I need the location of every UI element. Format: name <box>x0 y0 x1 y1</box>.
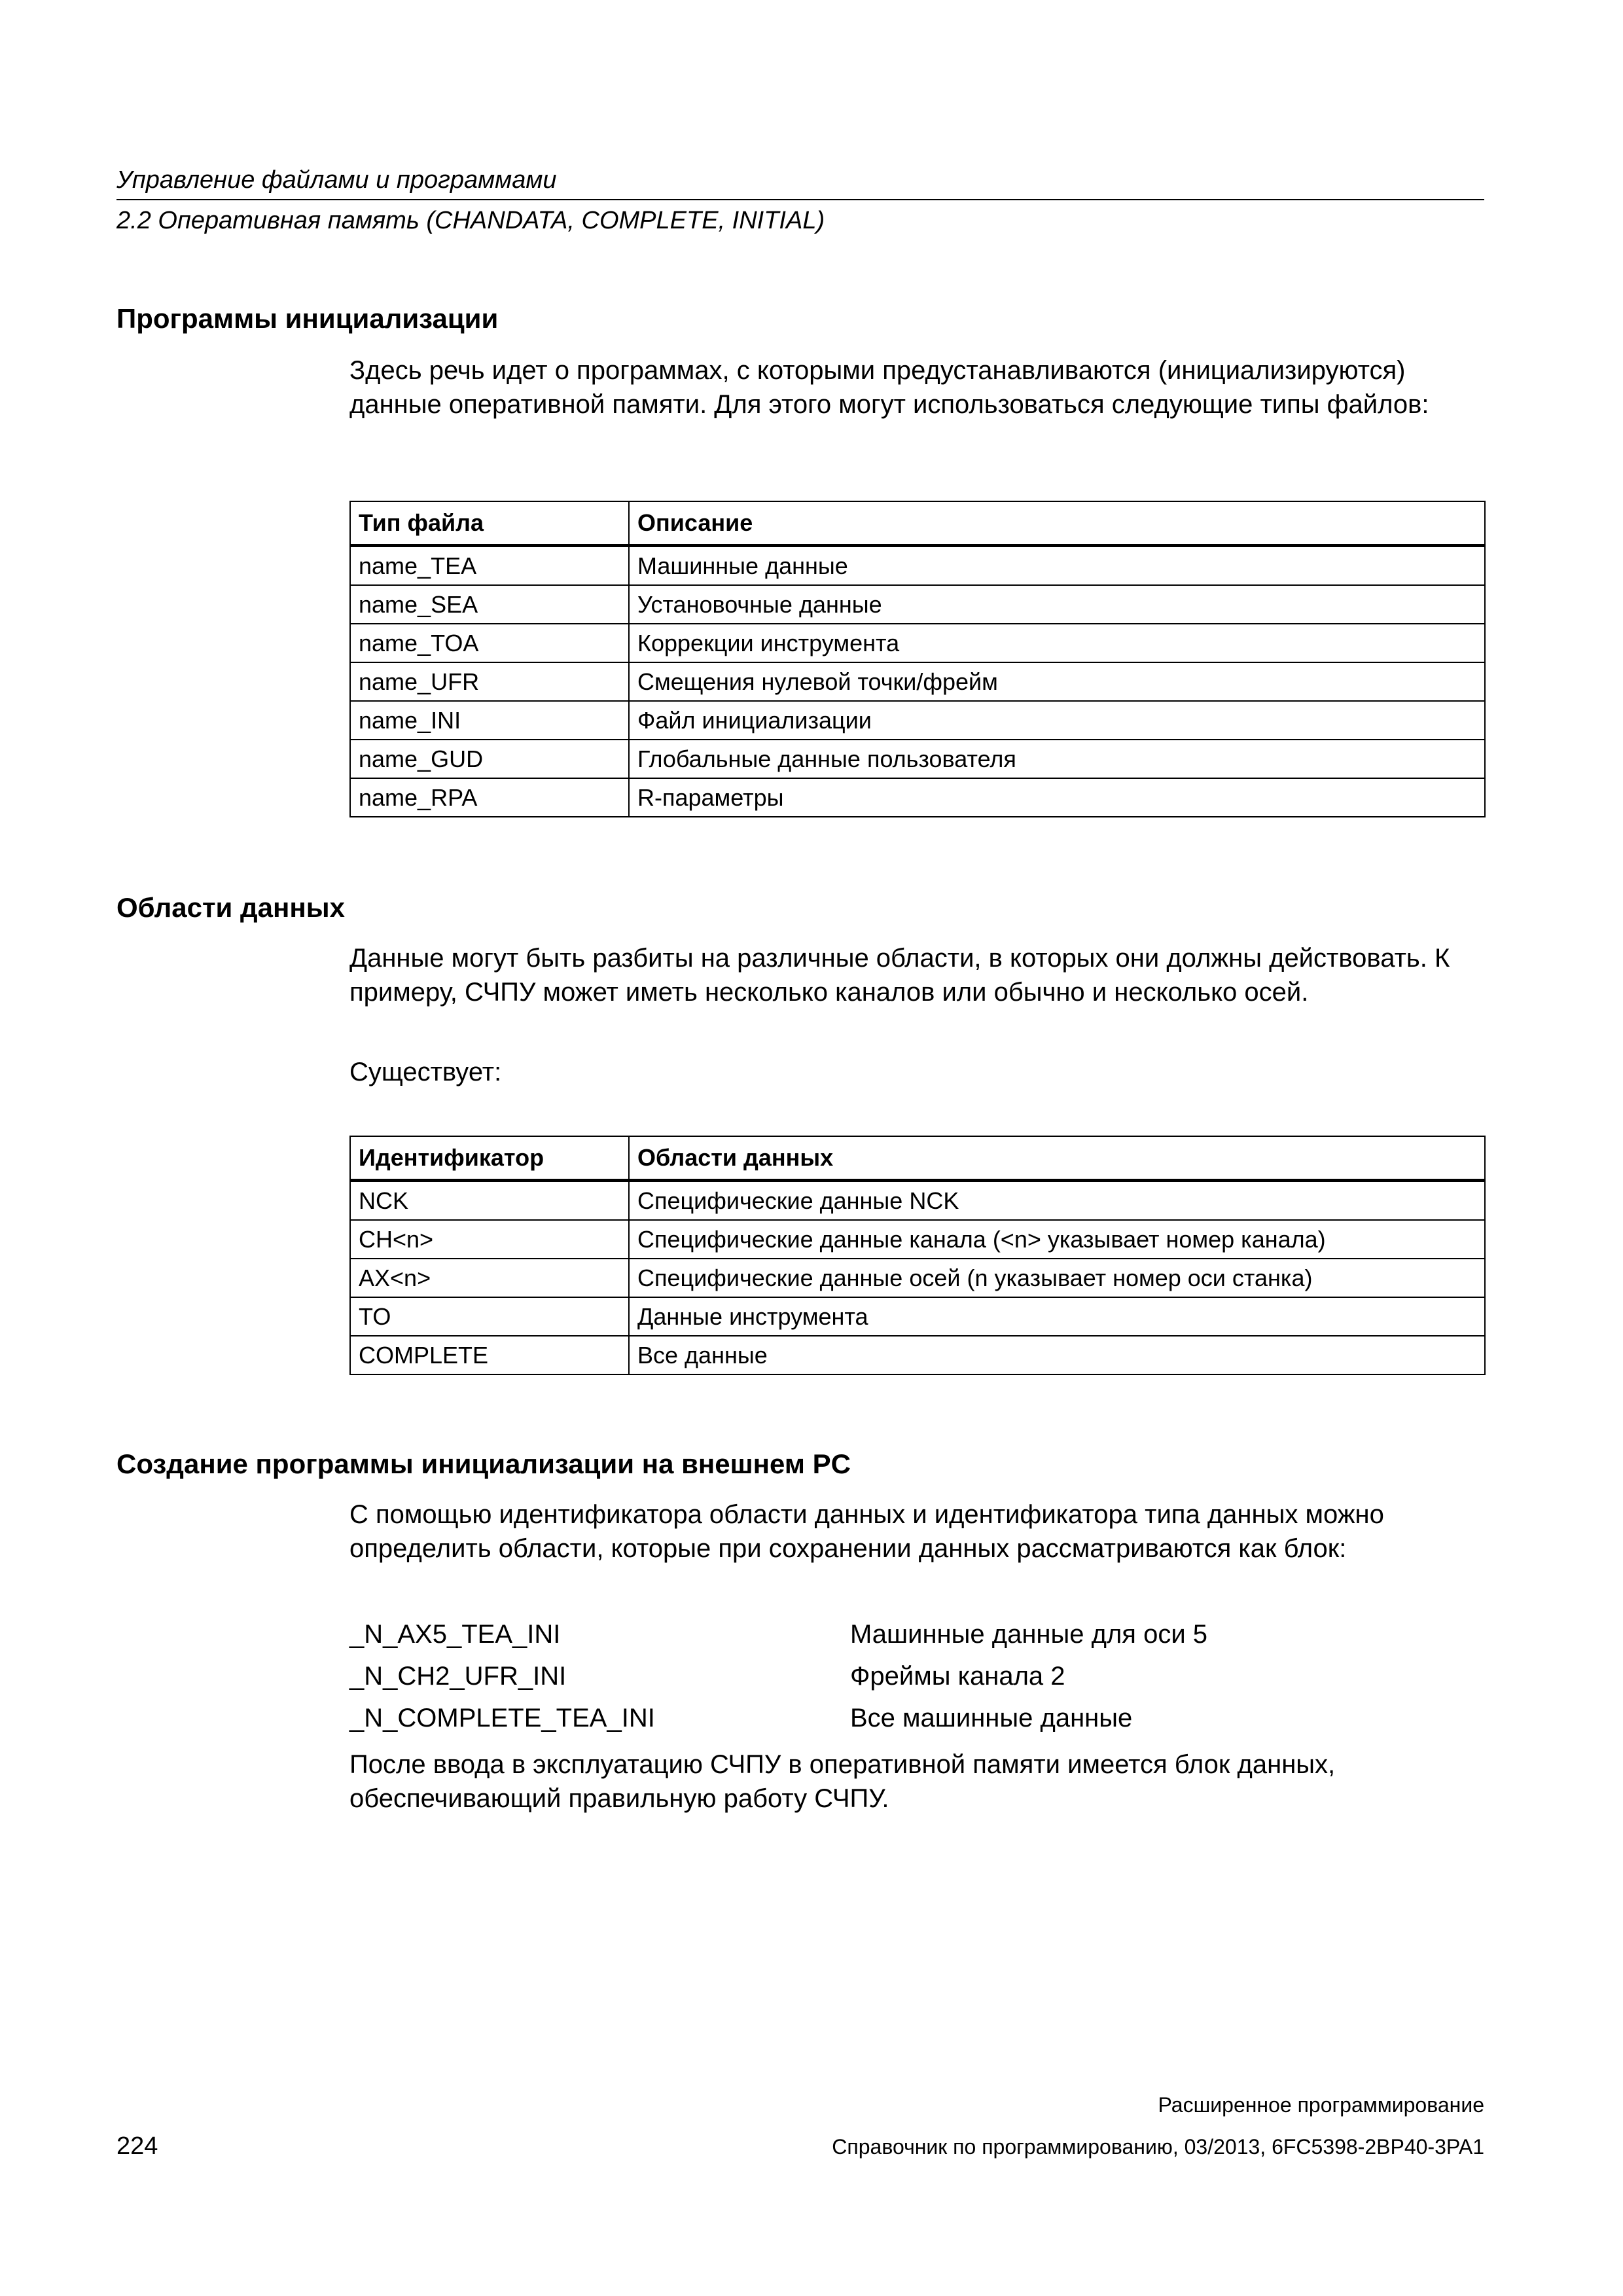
table-row <box>350 740 1485 778</box>
running-header <box>116 164 1484 237</box>
table-cell: name_TOA <box>350 624 629 662</box>
table-row <box>350 1181 1485 1221</box>
table-cell: R-параметры <box>629 778 1485 817</box>
example-description: Фреймы канала 2 <box>850 1662 1065 1691</box>
heading-create-program: Создание программы инициализации на внешнем PC <box>116 1448 851 1479</box>
table-cell: name_SEA <box>350 585 629 624</box>
page-number: 224 <box>116 2132 158 2160</box>
column-header: Описание <box>629 501 1485 546</box>
table-cell: name_TEA <box>350 546 629 586</box>
table-row <box>350 1259 1485 1297</box>
example-name: _N_AX5_TEA_INI <box>349 1620 561 1649</box>
example-description: Все машинные данные <box>850 1704 1133 1732</box>
table-cell: Установочные данные <box>629 585 1485 624</box>
table-cell: name_RPA <box>350 778 629 817</box>
table-cell: name_INI <box>350 701 629 740</box>
chapter-title: Управление файлами и программами <box>116 166 557 194</box>
table-row <box>350 624 1485 662</box>
paragraph-exists: Существует: <box>349 1058 502 1086</box>
table-cell: name_GUD <box>350 740 629 778</box>
table-row <box>350 1297 1485 1336</box>
example-name: _N_CH2_UFR_INI <box>349 1662 567 1691</box>
table-cell: COMPLETE <box>350 1336 629 1374</box>
column-header: Тип файла <box>350 501 629 546</box>
heading-init-programs: Программы инициализации <box>116 303 499 334</box>
example-name: _N_COMPLETE_TEA_INI <box>349 1704 655 1732</box>
table-cell: Смещения нулевой точки/фрейм <box>629 662 1485 701</box>
table-cell: AX<n> <box>350 1259 629 1297</box>
example-list <box>349 1613 1488 1739</box>
section-title: 2.2 Оперативная память (CHANDATA, COMPLETE, INITIAL) <box>116 207 825 234</box>
example-description: Машинные данные для оси 5 <box>850 1620 1208 1649</box>
table-row <box>350 1220 1485 1259</box>
table-cell: TO <box>350 1297 629 1336</box>
heading-data-areas: Области данных <box>116 892 346 923</box>
table-cell: NCK <box>350 1181 629 1221</box>
table-cell: Машинные данные <box>629 546 1485 586</box>
table-cell: Специфические данные канала (<n> указывает номер канала) <box>629 1220 1485 1259</box>
table-cell: CH<n> <box>350 1220 629 1259</box>
table-cell: Коррекции инструмента <box>629 624 1485 662</box>
table-cell: Данные инструмента <box>629 1297 1485 1336</box>
table-row <box>350 585 1485 624</box>
file-types-table <box>349 501 1486 817</box>
list-item <box>349 1655 1488 1697</box>
paragraph-data-areas: Данные могут быть разбиты на различные области, в которых они должны действовать. К примеру, СЧПУ может иметь несколько каналов или обычно и несколько осей. <box>349 944 1450 1007</box>
column-header: Области данных <box>629 1136 1485 1181</box>
table-cell: Файл инициализации <box>629 701 1485 740</box>
table-row <box>350 778 1485 817</box>
column-header: Идентификатор <box>350 1136 629 1181</box>
table-row <box>350 662 1485 701</box>
table-header-row <box>350 1136 1485 1181</box>
paragraph-init-programs: Здесь речь идет о программах, с которыми предустанавливаются (инициализируются) данные оперативной памяти. Для этого могут использоваться следующие типы файлов: <box>349 356 1429 419</box>
table-cell: Специфические данные осей (n указывает номер оси станка) <box>629 1259 1485 1297</box>
list-item <box>349 1697 1488 1739</box>
table-cell: Специфические данные NCK <box>629 1181 1485 1221</box>
list-item <box>349 1613 1488 1655</box>
header-rule <box>116 199 1484 200</box>
paragraph-closing: После ввода в эксплуатацию СЧПУ в оперативной памяти имеется блок данных, обеспечивающий правильную работу СЧПУ. <box>349 1750 1336 1813</box>
table-cell: name_UFR <box>350 662 629 701</box>
table-cell: Все данные <box>629 1336 1485 1374</box>
footer-publication: Расширенное программирование <box>1158 2093 1484 2117</box>
table-row <box>350 546 1485 586</box>
paragraph-create-program: С помощью идентификатора области данных и идентификатора типа данных можно определить области, которые при сохранении данных рассматриваются как блок: <box>349 1500 1384 1563</box>
table-cell: Глобальные данные пользователя <box>629 740 1485 778</box>
table-row <box>350 1336 1485 1374</box>
footer-reference: Справочник по программированию, 03/2013, 6FC5398-2BP40-3PA1 <box>832 2135 1484 2159</box>
data-areas-table <box>349 1136 1486 1375</box>
table-row <box>350 701 1485 740</box>
table-header-row <box>350 501 1485 546</box>
